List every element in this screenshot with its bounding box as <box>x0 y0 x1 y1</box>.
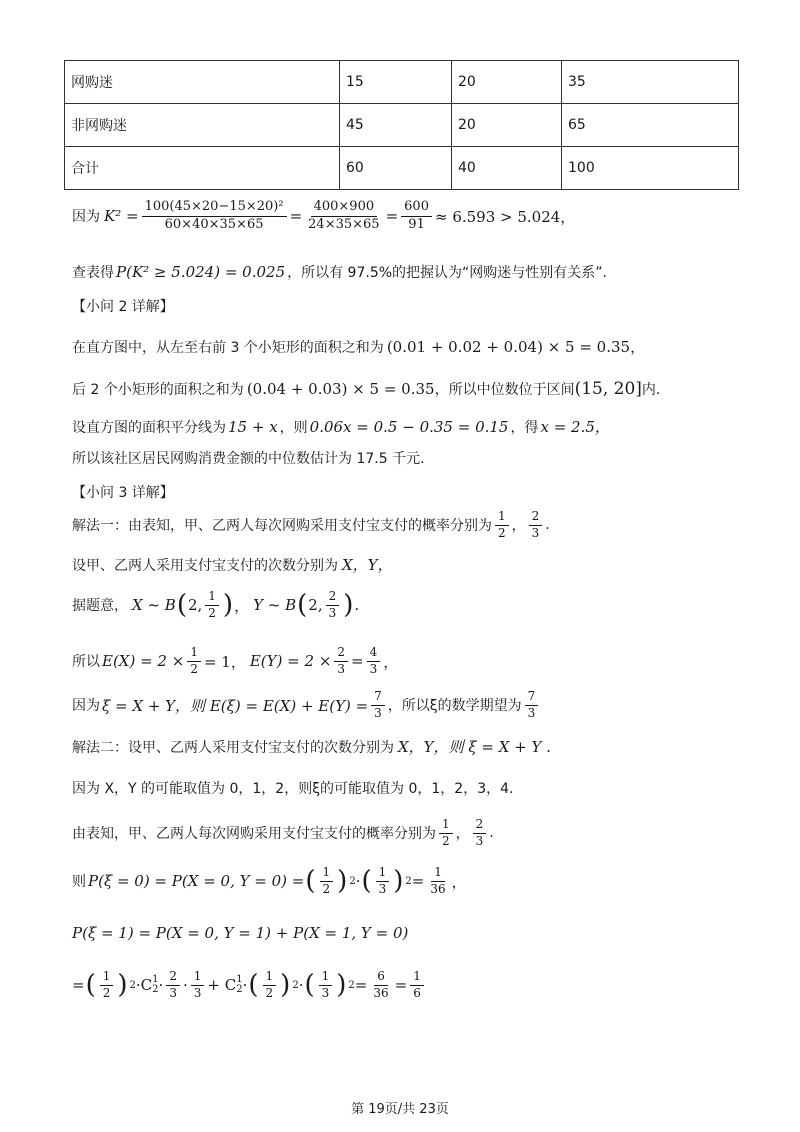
fraction-denominator: 3 <box>169 985 177 1000</box>
fraction-denominator: 3 <box>328 605 337 620</box>
fraction-two-thirds <box>473 818 487 849</box>
table-cell: 40 <box>452 147 562 190</box>
fraction-denominator: 36 <box>373 985 389 1000</box>
k2-intro: 因为 <box>72 209 100 226</box>
table-cell: 20 <box>452 104 562 147</box>
fraction-numerator: 2 <box>529 510 543 526</box>
table-cell: 100 <box>562 147 739 190</box>
expr: = 1， <box>203 652 246 671</box>
expr: X ~ B <box>132 596 176 615</box>
expr: X，Y， <box>342 556 393 574</box>
fraction-third <box>191 970 205 1001</box>
fraction-numerator: 1 <box>320 866 334 882</box>
text: ，所以ξ的数学期望为 <box>387 698 522 715</box>
fraction-denominator: 2 <box>208 605 216 620</box>
fraction-denominator: 3 <box>193 985 202 1000</box>
expr: 15 + x <box>228 417 278 436</box>
fraction-one-36 <box>427 866 448 897</box>
part2-line-2 <box>72 379 660 399</box>
fraction-numerator: 1 <box>205 590 219 606</box>
text: 则 <box>72 874 86 891</box>
fraction-denominator: 91 <box>408 216 425 232</box>
text: 所以 <box>72 654 100 671</box>
fraction-half <box>320 866 334 897</box>
table-cell: 非网购迷 <box>65 104 340 147</box>
table-row <box>65 61 739 104</box>
fraction-numerator: 2 <box>334 646 348 662</box>
table-cell: 35 <box>562 61 739 104</box>
expr: x = 2.5， <box>540 418 610 436</box>
fraction-one-sixth <box>410 970 424 1001</box>
expr: 0.06x = 0.5 − 0.35 = 0.15 <box>309 417 509 436</box>
fraction-third <box>319 970 333 1001</box>
fraction-denominator: 3 <box>369 661 378 676</box>
text: 设甲、乙两人采用支付宝支付的次数分别为 <box>72 557 338 574</box>
fraction-denominator: 2 <box>265 985 274 1000</box>
lookup-pre: 查表得 <box>72 265 114 281</box>
fraction-numerator: 1 <box>191 970 205 986</box>
fraction-half <box>439 818 453 849</box>
fraction-two-thirds <box>529 510 543 541</box>
text: 在直方图中，从左至右前 3 个小矩形的面积之和为 <box>72 339 384 356</box>
text: ，则 <box>279 419 308 436</box>
fraction-half <box>100 970 114 1001</box>
table-cell: 60 <box>340 147 452 190</box>
fraction-denominator: 2 <box>498 525 506 540</box>
fraction-numerator: 2 <box>326 590 340 606</box>
fraction-numerator: 7 <box>371 690 385 706</box>
fraction-denominator: 3 <box>374 705 382 720</box>
expr: = <box>351 652 364 671</box>
method1-line-3: 据题意， X ~ B ( 2, $\frac{1}{2}$ ) ， Y ~ B ( 2, $\frac{2}{3}$ ) . <box>72 589 360 621</box>
method1-line-4: 所以 E(X) = 2 × $\frac{1}{2}$ = 1， E(Y) = 2 × $\frac{2}{3}$ = $\frac{4}{3}$ ， <box>72 645 399 676</box>
fraction-numerator: 1 <box>100 970 114 986</box>
fraction-denominator: 3 <box>378 881 387 896</box>
fraction-denominator: 3 <box>321 985 330 1000</box>
text: 据题意， <box>72 598 128 615</box>
fraction-denominator: 3 <box>531 525 540 540</box>
fraction-two-thirds <box>334 646 348 677</box>
table-row <box>65 104 739 147</box>
method2-line-5 <box>72 924 408 942</box>
text: 内. <box>641 382 661 398</box>
expr: X，Y，则 ξ = X + Y . <box>398 738 551 756</box>
fraction-numerator: 1 <box>439 818 453 834</box>
fraction-numerator: 1 <box>187 646 201 662</box>
fraction-numerator: 400×900 <box>311 200 378 217</box>
fraction-denominator: 6 <box>413 985 421 1000</box>
fraction-denominator: 60×40×35×65 <box>164 216 264 232</box>
table-cell: 15 <box>340 61 452 104</box>
k2-fraction-3 <box>401 200 432 233</box>
method2-line-3: 由表知，甲、乙两人每次网购采用支付宝支付的概率分别为 $\frac{1}{2}$ ， $\frac{2}{3}$ . <box>72 817 494 848</box>
fraction-two-thirds <box>326 590 340 621</box>
expr: = <box>72 976 85 995</box>
part3-heading: 【小问 3 详解】 <box>72 485 174 501</box>
method2-line-4: 则 P(ξ = 0) = P(X = 0, Y = 0) = ( $\frac{1}{2}$ ) 2 · ( $\frac{1}{3}$ ) 2 = $\frac{1}{36}$ ， <box>72 865 467 897</box>
k2-line: 因为 K² = $\frac{\text{100(45×20−15×20)²}}{60\times 40\times 35\times 65}$ = $\frac{400\times 900}{24\times 35\times 65}$ = $\frac{600}{91}$ ≈ 6.593 > 5.024， <box>72 199 576 232</box>
lookup-expr: P(K² ≥ 5.024) = 0.025 <box>116 263 286 281</box>
text: 解法二：设甲、乙两人采用支付宝支付的次数分别为 <box>72 739 394 756</box>
fraction-numerator: 1 <box>263 970 277 986</box>
text: 因为 <box>72 698 100 715</box>
fraction-denominator: 3 <box>527 705 536 720</box>
fraction-denominator: 2 <box>102 985 111 1000</box>
lookup-post: ，所以有 97.5%的把握认为“网购迷与性别有关系”. <box>287 265 607 281</box>
fraction-numerator: 1 <box>431 866 445 882</box>
fraction-numerator: 2 <box>166 970 180 986</box>
k2-fraction <box>142 200 287 233</box>
part2-line-4: 所以该社区居民网购消费金额的中位数估计为 17.5 千元. <box>72 451 425 467</box>
fraction-denominator: 3 <box>337 661 346 676</box>
fraction-denominator: 24×35×65 <box>308 216 380 232</box>
fraction-numerator: 1 <box>410 970 424 986</box>
fraction-seven-thirds <box>371 690 385 721</box>
fraction-seven-thirds <box>525 690 539 721</box>
fraction-numerator: 7 <box>525 690 539 706</box>
text: ，所以中位数位于区间 <box>434 382 575 398</box>
expr: (0.01 + 0.02 + 0.04) × 5 = 0.35， <box>386 338 646 356</box>
fraction-denominator: 2 <box>322 881 331 896</box>
table-row <box>65 147 739 190</box>
fraction-denominator: 3 <box>475 833 484 848</box>
method1-line-2 <box>72 554 393 575</box>
fraction-denominator: 36 <box>430 881 446 896</box>
fraction-half <box>187 646 201 677</box>
table-cell: 65 <box>562 104 739 147</box>
fraction-two-thirds <box>166 970 180 1001</box>
method2-line-1 <box>72 736 551 757</box>
part2-line-1 <box>72 336 645 357</box>
method1-line-1: 解法一：由表知，甲、乙两人每次网购采用支付宝支付的概率分别为 $\frac{1}{2}$ ， $\frac{2}{3}$ . <box>72 509 550 540</box>
lookup-line <box>72 262 607 282</box>
part2-heading: 【小问 2 详解】 <box>72 299 174 315</box>
fraction-half <box>495 510 509 541</box>
table-cell: 20 <box>452 61 562 104</box>
fraction-six-36 <box>370 970 391 1001</box>
method1-line-5 <box>72 690 541 721</box>
fraction-numerator: 4 <box>367 646 381 662</box>
contingency-table <box>64 60 739 190</box>
method2-line-2: 因为 X，Y 的可能取值为 0，1，2，则ξ的可能取值为 0，1，2，3，4. <box>72 781 514 797</box>
fraction-half <box>263 970 277 1001</box>
text: 解法一：由表知，甲、乙两人每次网购采用支付宝支付的概率分别为 <box>72 518 492 535</box>
table-cell: 网购迷 <box>65 61 340 104</box>
text: 由表知，甲、乙两人每次网购采用支付宝支付的概率分别为 <box>72 826 436 843</box>
expr: P(ξ = 0) = P(X = 0, Y = 0) = <box>88 872 305 891</box>
part2-line-3 <box>72 416 610 437</box>
expr: E(X) = 2 × <box>102 652 185 671</box>
fraction-numerator: 600 <box>401 200 432 217</box>
fraction-half <box>205 590 219 621</box>
text: 设直方图的面积平分线为 <box>72 419 226 436</box>
method2-line-6: = ( $\frac{1}{2}$ ) 2 ·C 1 2 · $\frac{2}{3}$ · $\frac{1}{3}$ + C 1 2 · ( $\frac{1}{2}$ ) 2 · ( $\frac{1}{3}$ ) 2 = $\frac{6}{36}$ = $\frac{1}{6}$ <box>72 970 427 1001</box>
fraction-numerator: 2 <box>473 818 487 834</box>
fraction-numerator: 100(45×20−15×20)² <box>142 200 287 217</box>
interval: (15, 20] <box>574 379 642 399</box>
fraction-numerator: 1 <box>319 970 333 986</box>
fraction-denominator: 2 <box>190 661 198 676</box>
page-footer: 第 19页/共 23页 <box>351 1102 449 1117</box>
text: 后 2 个小矩形的面积之和为 <box>72 382 244 398</box>
expr: P(ξ = 1) = P(X = 0, Y = 1) + P(X = 1, Y = 0) <box>72 924 409 942</box>
fraction-numerator: 1 <box>495 510 509 526</box>
k2-tail: ≈ 6.593 > 5.024， <box>434 207 576 226</box>
text: ，得 <box>510 419 539 436</box>
fraction-third <box>376 866 390 897</box>
expr: (0.04 + 0.03) × 5 = 0.35 <box>246 380 435 398</box>
table-cell: 合计 <box>65 147 340 190</box>
expr: Y ~ B <box>253 596 297 615</box>
fraction-numerator: 6 <box>374 970 388 986</box>
expr: ξ = X + Y，则 E(ξ) = E(X) + E(Y) = <box>102 696 369 715</box>
fraction-numerator: 1 <box>376 866 390 882</box>
k2-fraction-2 <box>305 200 382 233</box>
table-cell: 45 <box>340 104 452 147</box>
fraction-four-thirds <box>367 646 381 677</box>
expr: E(Y) = 2 × <box>249 652 332 671</box>
fraction-denominator: 2 <box>442 833 450 848</box>
k2-lhs: K² = <box>104 207 139 226</box>
